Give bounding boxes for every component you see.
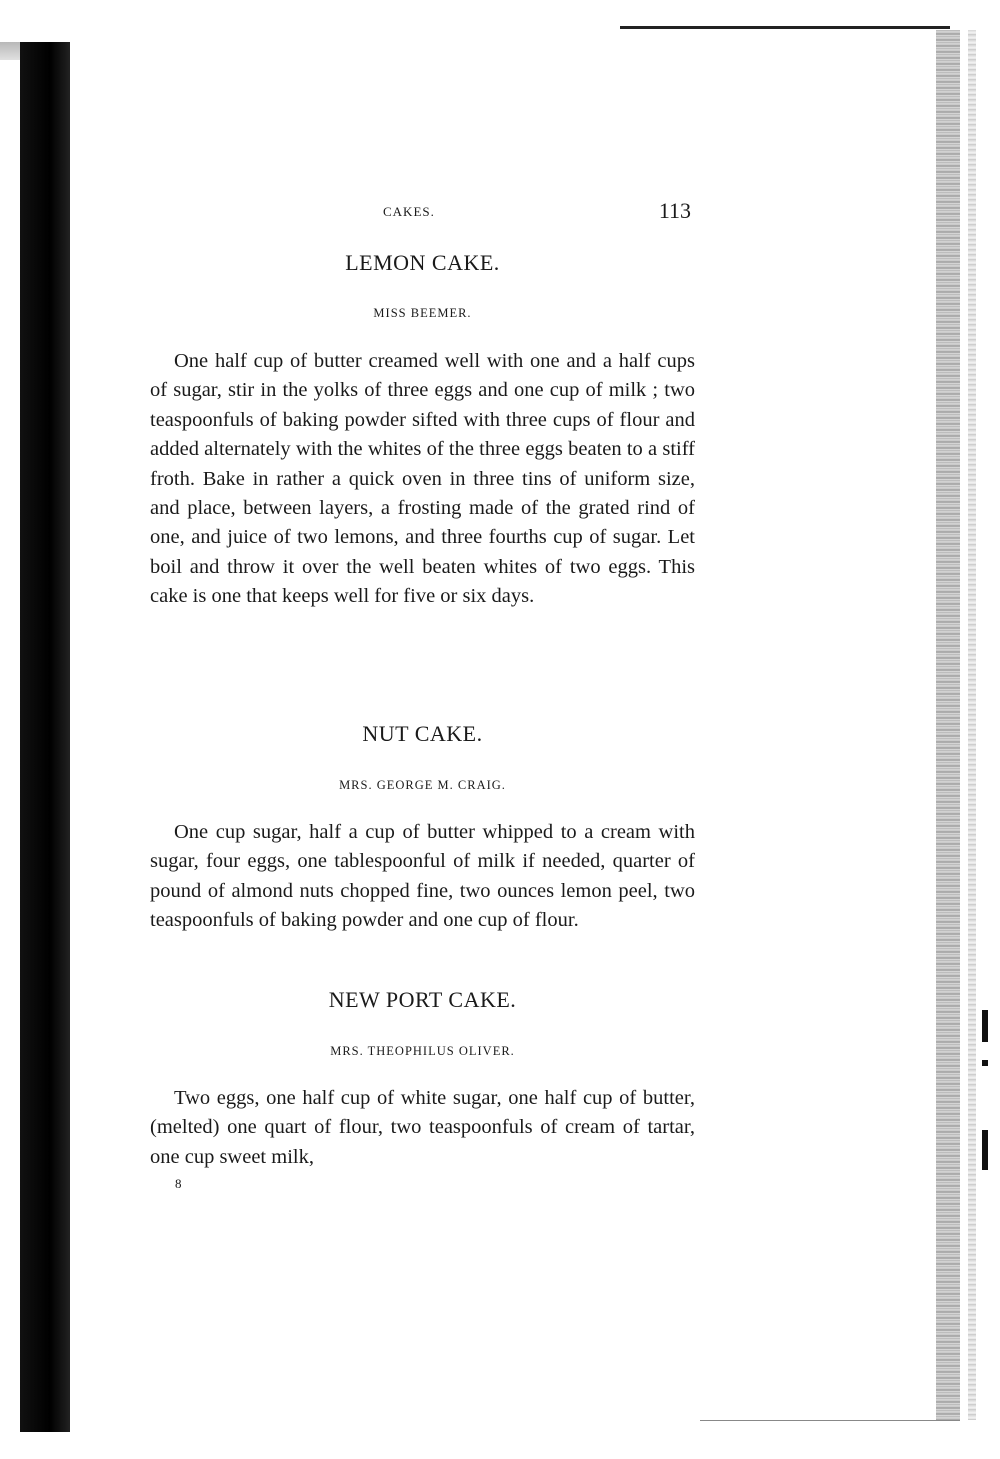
recipe-author: MRS. GEORGE M. CRAIG.: [339, 778, 506, 792]
binding-edge: [20, 42, 70, 1432]
signature-mark: 8: [175, 1176, 182, 1191]
recipe-text: Two eggs, one half cup of white sugar, one half cup of butter, (melted) one quart of flour, two teaspoonfuls of cream of tartar, one cup sweet milk,: [150, 1087, 695, 1168]
recipe-title: NEW PORT CAKE.: [328, 987, 517, 1012]
recipe-text: One half cup of butter creamed well with one and a half cups of sugar, stir in the yolks of three eggs and one cup of milk ; two teaspoonfuls of baking powder sifted with three cups of flour and added alternately with the whites of the three eggs beaten to a stiff froth. Bake in rather a quick oven in three tins of uniform size, and place, between layers, a frosting made of the grated rind of one, and juice of two lemons, and three fourths cup of sugar. Let boil and throw it over the well beaten whites of two eggs. This cake is one that keeps well for five or six days.: [150, 350, 695, 608]
running-head: [150, 198, 695, 228]
scan-bottom-edge: [700, 1420, 960, 1421]
recipe-title: LEMON CAKE.: [345, 250, 500, 275]
scan-mark: [982, 1130, 988, 1170]
recipe-author: MRS. THEOPHILUS OLIVER.: [330, 1044, 515, 1058]
recipe-text: One cup sugar, half a cup of butter whipped to a cream with sugar, four eggs, one tablespoonful of milk if needed, quarter of pound of almond nuts chopped fine, two ounces lemon peel, two teaspoonfuls of baking powder and one cup of flour.: [150, 821, 695, 932]
scan-mark: [982, 1010, 988, 1042]
page-number: 113: [658, 198, 691, 223]
recipe-author: MISS BEEMER.: [373, 306, 472, 320]
page-edges-outer: [968, 30, 976, 1420]
page-edges-right: [936, 30, 960, 1420]
recipe-title: NUT CAKE.: [362, 721, 483, 746]
scan-top-edge: [620, 26, 950, 29]
scan-mark: [982, 1060, 988, 1066]
running-title: CAKES.: [383, 204, 435, 219]
